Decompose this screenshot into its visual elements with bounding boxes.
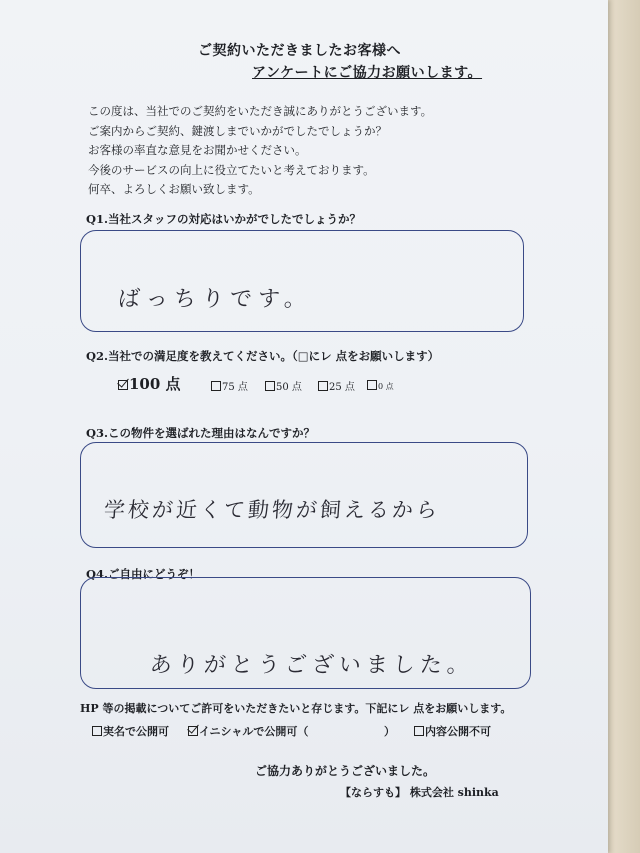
option-label: 実名で公開可 xyxy=(103,725,169,738)
option-25[interactable] xyxy=(318,378,355,393)
q1-handwritten-answer: ばっちりです。 xyxy=(116,287,313,312)
company-name: 【ならすも】 株式会社 shinka xyxy=(340,786,499,799)
q1-answer-box[interactable] xyxy=(80,230,524,332)
q3-question: Q3.この物件を選ばれた理由はなんですか？ xyxy=(86,426,316,440)
option-0[interactable] xyxy=(367,380,394,392)
checkbox-checked-icon[interactable] xyxy=(118,380,128,390)
q1-question: Q1.当社スタッフの対応はいかがでしたでしょうか？ xyxy=(86,212,362,226)
thanks-message: ご協力ありがとうございました。 xyxy=(255,764,436,778)
intro-paragraph xyxy=(88,102,432,200)
hp-permission-text: HP 等の掲載についてご許可をいただきたいと存じます。下記にレ 点をお願いします。 xyxy=(80,702,512,715)
hp-option-real-name[interactable] xyxy=(92,723,169,739)
hp-initials-close-paren: ） xyxy=(384,725,395,738)
option-label: 50 点 xyxy=(276,382,302,393)
option-label: 0 点 xyxy=(378,382,394,391)
intro-line: ご案内からご契約、鍵渡しまでいかがでしたでしょうか？ xyxy=(88,123,387,138)
intro-line: 今後のサービスの向上に役立てたいと考えております。 xyxy=(88,162,375,177)
checkbox-icon[interactable] xyxy=(92,726,102,736)
checkbox-icon[interactable] xyxy=(414,726,424,736)
checkbox-icon[interactable] xyxy=(211,381,221,391)
option-label: イニシャルで公開可（ xyxy=(199,725,309,738)
q4-question: Q4.ご自由にどうぞ！ xyxy=(86,567,201,581)
option-label: 25 点 xyxy=(329,382,355,393)
checkbox-icon[interactable] xyxy=(318,381,328,391)
option-label: 内容公開不可 xyxy=(425,725,491,738)
intro-line: 何卒、よろしくお願い致します。 xyxy=(88,182,260,196)
title-line-1: ご契約いただきましたお客様へ xyxy=(198,43,401,59)
option-75[interactable] xyxy=(211,378,248,393)
checkbox-checked-icon[interactable] xyxy=(188,726,198,736)
intro-line: お客様の率直な意見をお聞かせください。 xyxy=(88,143,307,157)
q4-handwritten-answer: ありがとうございました。 xyxy=(148,653,475,678)
checkbox-icon[interactable] xyxy=(367,380,377,390)
hp-option-private[interactable] xyxy=(414,723,491,739)
option-label: 75 点 xyxy=(222,382,248,393)
intro-line: この度は、当社でのご契約をいただき誠にありがとうございます。 xyxy=(88,104,433,118)
option-label: 100 点 xyxy=(129,375,181,393)
option-100[interactable] xyxy=(118,373,181,394)
q3-handwritten-answer: 学校が近くて動物が飼えるから xyxy=(103,498,441,522)
checkbox-icon[interactable] xyxy=(265,381,275,391)
q2-question: Q2.当社での満足度を教えてください。（□にレ 点をお願いします） xyxy=(86,349,440,363)
option-50[interactable] xyxy=(265,378,302,393)
hp-option-initials[interactable] xyxy=(188,723,308,739)
title-line-2: アンケートにご協力お願いします。 xyxy=(252,65,483,81)
